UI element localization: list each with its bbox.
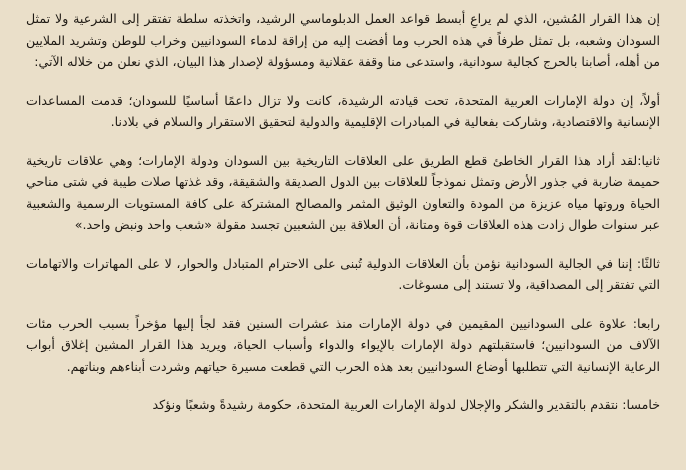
paragraph-first-point: أولاً، إن دولة الإمارات العربية المتحدة، تحت قيادته الرشيدة، كانت ولا تزال داعمًا أساسيًا للسودان؛ قدمت المساعدات الإنسانية والاقتصادية، وشاركت بفعالية في المبادرات الإقليمية والدولية لتحقيق الاستقرار والسلام في بلادنا.: [26, 92, 660, 129]
paragraph-fourth-point: رابعا: علاوة على السودانيين المقيمين في دولة الإمارات منذ عشرات السنين فقد لجأ إليها مؤخراً بسبب الحرب مئات الآلاف من السودانيين؛ فاستقبلتهم دولة الإمارات بالإيواء والدواء وأسباب الحياة، ويريد هذا القرار المشين إغلاق أبواب الرعاية الإنسانية التي تتطلبها أوضاع السودانيين بعد هذه الحرب التي قطعت مسيرة حياتهم وشردت أبناءهم وبناتهم.: [26, 315, 660, 374]
paragraph-fifth-point: خامسا: نتقدم بالتقدير والشكر والإجلال لدولة الإمارات العربية المتحدة، حكومة رشيدةً وشعبًا ونؤكد: [152, 397, 660, 412]
paragraph-intro: إن هذا القرار المُشين، الذي لم يراعِ أبسط قواعد العمل الدبلوماسي الرشيد، واتخذته سلطة تفتقر إلى الشرعية ولا تمثل السودان وشعبه، بل تمثل طرفاً في هذه الحرب وما أفضت إليه من إراقة لدماء السودانيين وخراب للوطن وتشريد الملايين من أهله، أصابنا بالحرج كجالية سودانية، واستدعى منا وقفة عقلانية ومسؤولة لإصدار هذا البيان، الذي نعلن من خلاله الآتي:: [26, 11, 660, 69]
paragraph-second-point: ثانيا:لقد أراد هذا القرار الخاطئ قطع الطريق على العلاقات التاريخية بين السودان ودولة الإمارات؛ وهي علاقات تاريخية حميمة ضاربة في جذور الأرض وتمثل نموذجاً للعلاقات بين الدول الصديقة والشقيقة، وقد غذتها صلات طيبة في شتى مناحي الحياة وروتها مياه عزيزة من المودة والتعاون الوثيق المثمر والمصالح المشتركة على كافة المستويات الرسمية والشعبية عبر سنوات طوال زادت هذه العلاقات قوة ومتانة، أن العلاقة بين الشعبين تجسد مقولة «شعب واحد ونبض واحد.»: [26, 152, 660, 232]
paragraph-third-point: ثالثًا: إننا في الجالية السودانية نؤمن بأن العلاقات الدولية تُبنى على الاحترام المتبادل والحوار، لا على المهاترات والاتهامات التي تفتقر إلى المصداقية، ولا تستند إلى مسوغات.: [26, 255, 660, 292]
